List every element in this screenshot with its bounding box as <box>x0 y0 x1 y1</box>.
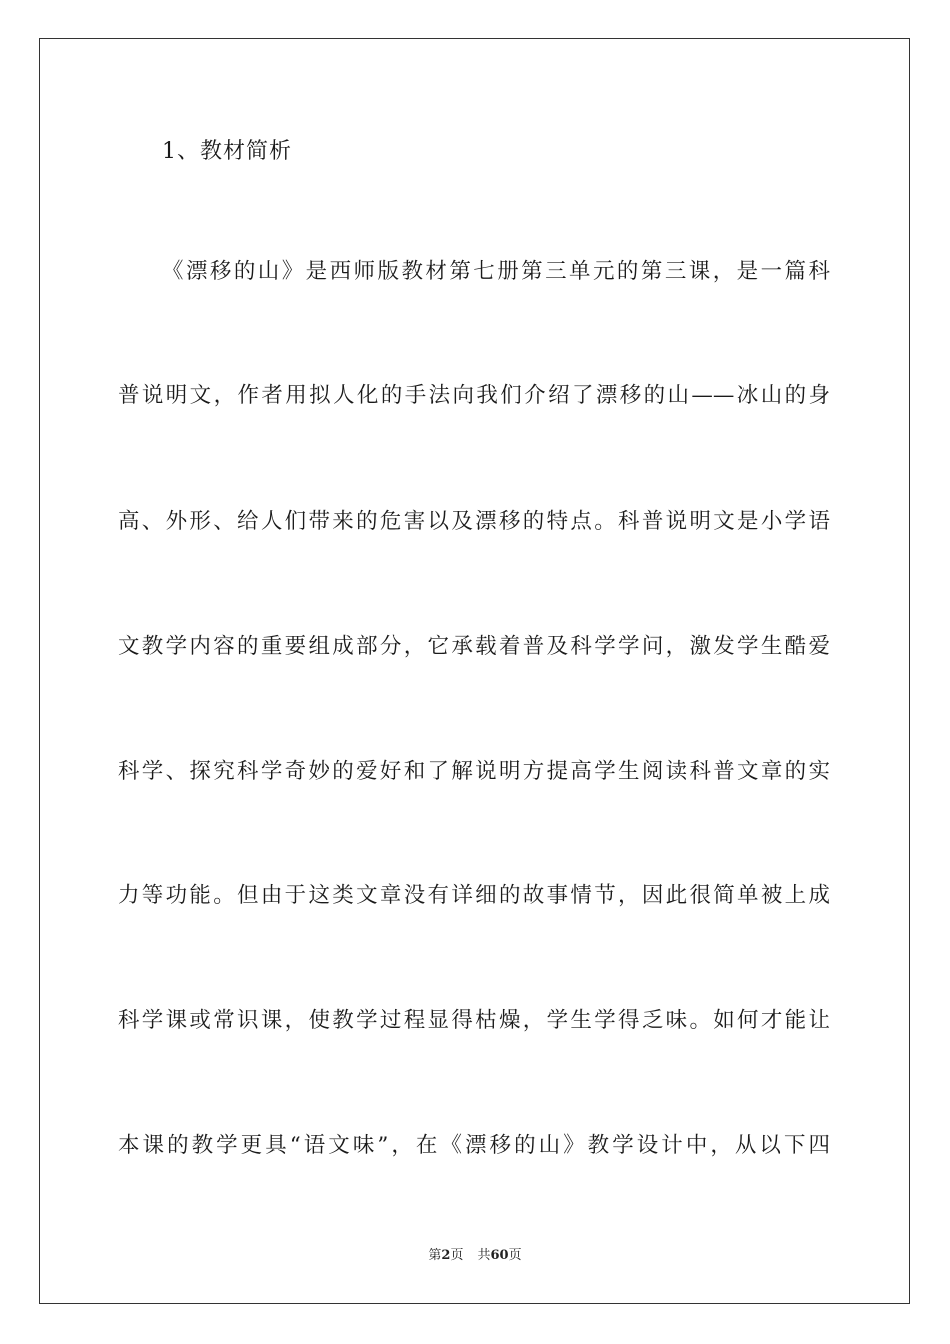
total-prefix: 共 <box>477 1248 491 1263</box>
paragraph-line: 高、外形、给人们带来的危害以及漂移的特点。科普说明文是小学语 <box>118 509 830 534</box>
page-suffix: 页 <box>450 1248 464 1263</box>
paragraph-line: 科学课或常识课，使教学过程显得枯燥，学生学得乏味。如何才能让 <box>118 1008 830 1033</box>
paragraph-line: 《漂移的山》是西师版教材第七册第三单元的第三课，是一篇科 <box>162 259 830 284</box>
total-suffix: 页 <box>508 1248 522 1263</box>
paragraph-line: 普说明文，作者用拟人化的手法向我们介绍了漂移的山——冰山的身 <box>118 383 830 408</box>
paragraph-line: 本课的教学更具“语文味”，在《漂移的山》教学设计中，从以下四 <box>118 1133 830 1158</box>
paragraph-line: 力等功能。但由于这类文章没有详细的故事情节，因此很简单被上成 <box>118 883 830 908</box>
section-heading: 1、教材简析 <box>162 139 292 164</box>
page-footer <box>0 1246 950 1266</box>
page-border <box>39 38 910 1304</box>
paragraph-line: 文教学内容的重要组成部分，它承载着普及科学学问，激发学生酷爱 <box>118 634 830 659</box>
page-number: 2 <box>441 1248 451 1263</box>
paragraph-line: 科学、探究科学奇妙的爱好和了解说明方提高学生阅读科普文章的实 <box>118 759 830 784</box>
total-pages: 60 <box>490 1248 509 1263</box>
page-prefix: 第 <box>428 1248 442 1263</box>
